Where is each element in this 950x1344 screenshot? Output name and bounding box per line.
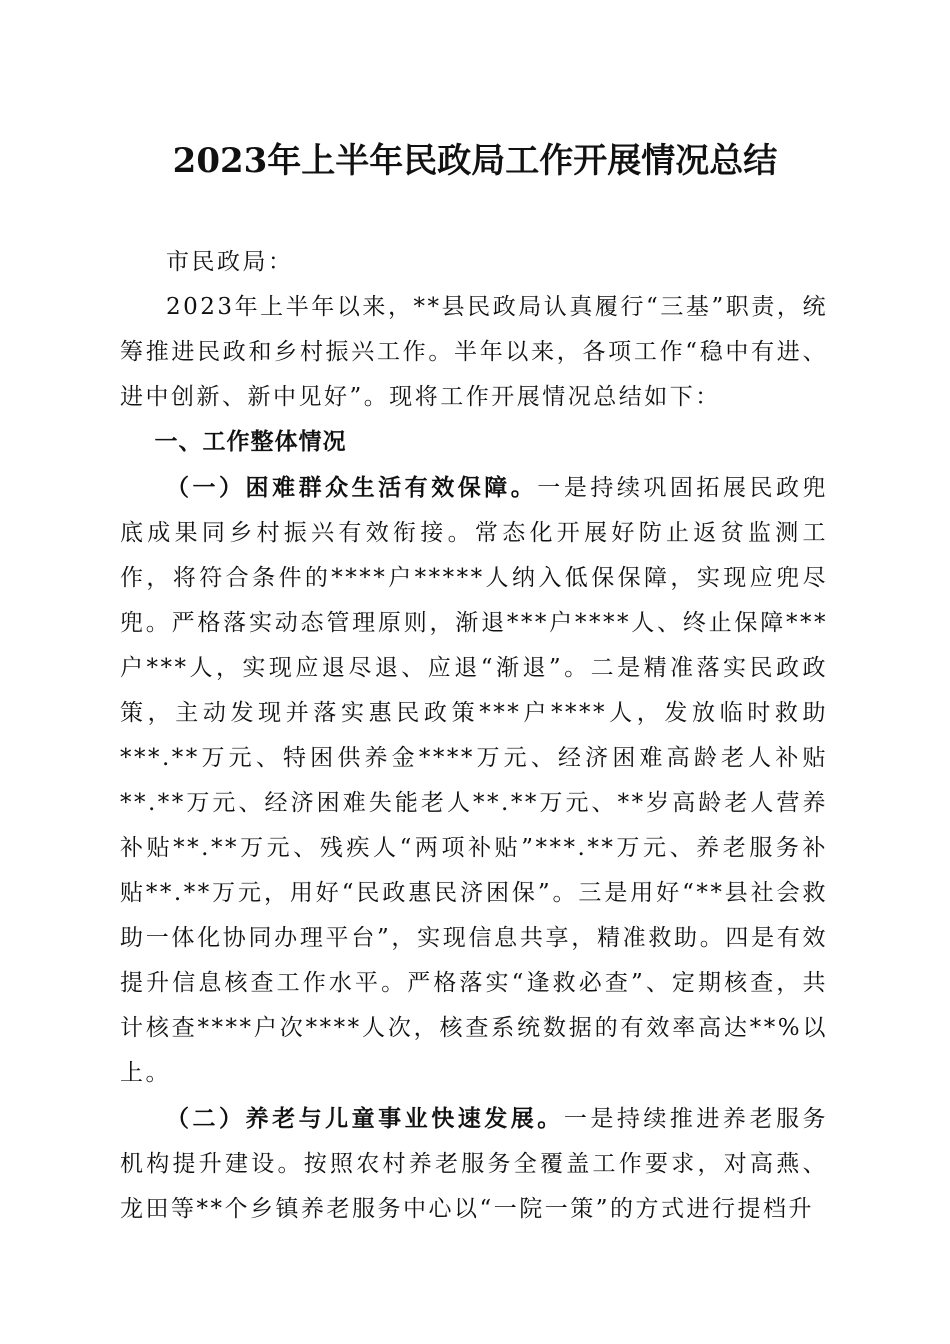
paragraph-text: 一是持续推进养老服务机构提升建设。按照农村养老服务全覆盖工作要求，对高燕、龙田等**个乡镇养老服务中心以“一院一策”的方式进行提档升: [120, 1106, 829, 1222]
section-heading: 一、工作整体情况: [154, 429, 347, 455]
salutation: 市民政局：: [166, 249, 294, 275]
intro-paragraph: 2023年上半年以来，**县民政局认真履行“三基”职责，统筹推进民政和乡村振兴工作。半年以来，各项工作“稳中有进、进中创新、新中见好”。现将工作开展情况总结如下：: [120, 294, 828, 410]
paragraph-lead: （二）养老与儿童事业快速发展。: [166, 1105, 564, 1132]
paragraph-elderly-children: [120, 1096, 828, 1232]
document-title: 2023年上半年民政局工作开展情况总结: [172, 141, 778, 181]
paragraph-text: 一是持续巩固拓展民政兜底成果同乡村振兴有效衔接。常态化开展好防止返贫监测工作，将符合条件的****户*****人纳入低保保障，实现应兜尽兜。严格落实动态管理原则，渐退***户****人、终止保障***户***人，实现应退尽退、应退“渐退”。二是精准落实民政政策，主动发现并落实惠民政策***户****人，发放临时救助***.**万元、特困供养金****万元、经济困难高龄老人补贴**.**万元、经济困难失能老人**.**万元、**岁高龄老人营养补贴**.**万元、残疾人“两项补贴”***.**万元、养老服务补贴**.**万元，用好“民政惠民济困保”。三是用好“**县社会救助一体化协同办理平台”，实现信息共享，精准救助。四是有效提升信息核查工作水平。严格落实“逢救必查”、定期核查，共计核查****户次****人次，核查系统数据的有效率高达**%以上。: [120, 475, 829, 1086]
paragraph-lead: （一）困难群众生活有效保障。: [166, 474, 538, 501]
document-body: [120, 240, 828, 1232]
paragraph-living-security: [120, 465, 828, 1096]
